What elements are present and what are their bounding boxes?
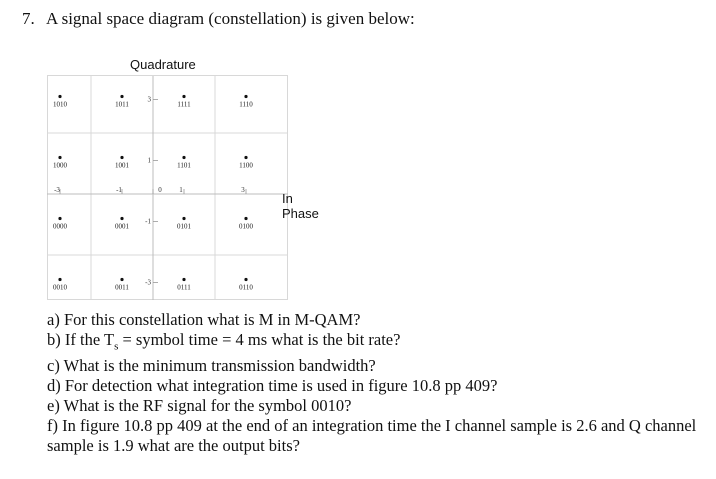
- question-number: 7.: [22, 9, 35, 28]
- constellation-point: [182, 156, 185, 159]
- constellation-point: [120, 278, 123, 281]
- point-bits-label: 0001: [115, 222, 129, 231]
- subquestion-a: a) For this constellation what is M in M-QAM?: [47, 310, 361, 329]
- q-tick-label: -3: [145, 278, 151, 287]
- subquestion-b: b) If the $T_s$ = symbol time = 4 ms what is the bit rate?: [47, 330, 401, 353]
- question-stem: A signal space diagram (constellation) is given below:: [46, 9, 415, 28]
- constellation-point: [120, 95, 123, 98]
- point-bits-label: 1101: [177, 161, 191, 170]
- constellation-point: [120, 217, 123, 220]
- point-bits-label: 0100: [239, 222, 253, 231]
- constellation-point: [58, 156, 61, 159]
- point-bits-label: 0000: [53, 222, 67, 231]
- constellation-point: [120, 156, 123, 159]
- point-bits-label: 1000: [53, 161, 67, 170]
- point-bits-label: 0101: [177, 222, 191, 231]
- subquestions: [47, 310, 707, 456]
- q-tick-label: -1: [145, 217, 151, 226]
- point-bits-label: 1010: [53, 100, 67, 109]
- constellation-diagram: [47, 54, 319, 300]
- constellation-point: [244, 217, 247, 220]
- constellation-point: [182, 217, 185, 220]
- point-bits-label: 1001: [115, 161, 129, 170]
- constellation-point: [182, 95, 185, 98]
- q-tick-label: 3: [147, 95, 151, 104]
- constellation-point: [58, 278, 61, 281]
- quadrature-axis-label: Quadrature: [130, 57, 196, 72]
- point-bits-label: 0010: [53, 283, 67, 292]
- subquestion-c: c) What is the minimum transmission bandwidth?: [47, 356, 376, 376]
- i-tick-label: 3: [241, 186, 245, 194]
- point-bits-label: 1111: [177, 100, 191, 109]
- point-bits-label: 1110: [239, 100, 253, 109]
- constellation-plot: [47, 54, 288, 300]
- point-bits-label: 0110: [239, 283, 253, 292]
- constellation-point: [244, 278, 247, 281]
- i-tick-label: 0: [158, 186, 162, 194]
- i-tick-label: -3: [54, 186, 60, 194]
- subquestion-f: f) In figure 10.8 pp 409 at the end of an integration time the I channel sample is 2.6 and Q channel sample is 1.9 what are the output bits?: [47, 416, 697, 456]
- point-bits-label: 1100: [239, 161, 253, 170]
- diagram-frame: [48, 76, 288, 300]
- in-phase-axis-label: In Phase: [282, 191, 319, 221]
- point-bits-label: 1011: [115, 100, 129, 109]
- i-tick-label: 1: [179, 186, 183, 194]
- i-tick-label: -1: [116, 186, 122, 194]
- subquestion-d: d) For detection what integration time is used in figure 10.8 pp 409?: [47, 376, 498, 396]
- constellation-point: [182, 278, 185, 281]
- constellation-point: [58, 217, 61, 220]
- point-bits-label: 0111: [177, 283, 191, 292]
- constellation-point: [244, 156, 247, 159]
- subquestion-e: e) What is the RF signal for the symbol 0010?: [47, 396, 352, 416]
- constellation-point: [244, 95, 247, 98]
- point-bits-label: 0011: [115, 283, 129, 292]
- constellation-point: [58, 95, 61, 98]
- q-tick-label: 1: [147, 156, 151, 165]
